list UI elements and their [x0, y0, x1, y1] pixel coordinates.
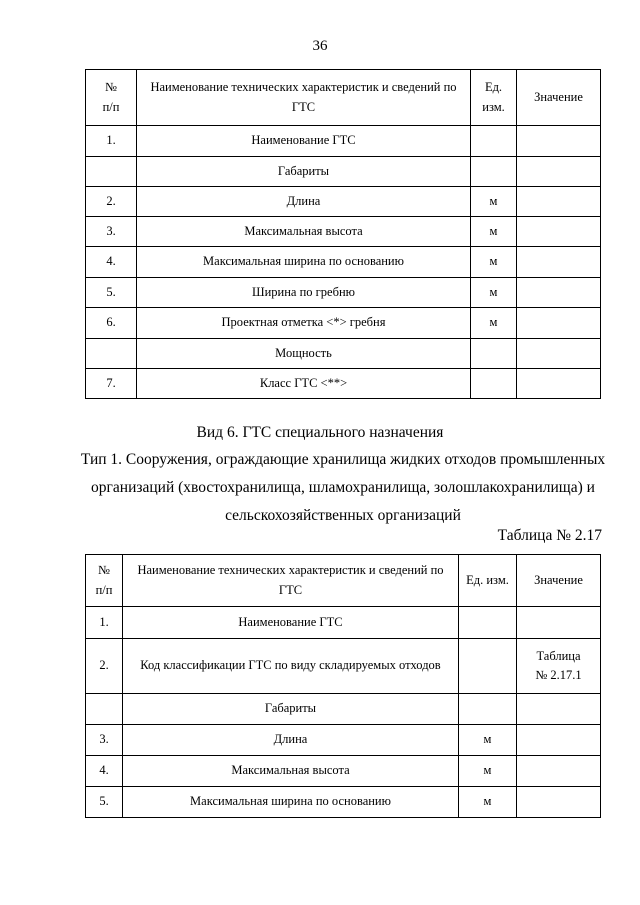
table-row: [86, 725, 601, 756]
header-unit: Ед. изм.: [459, 555, 517, 607]
header-unit: Ед. изм.: [471, 70, 517, 126]
cell-num: 3.: [86, 217, 137, 247]
table-row: [86, 339, 601, 369]
cell-num: 2.: [86, 187, 137, 217]
cell-num: 4.: [86, 756, 123, 787]
cell-value: [517, 756, 601, 787]
cell-num: 3.: [86, 725, 123, 756]
cell-num: 1.: [86, 126, 137, 157]
cell-unit: м: [459, 787, 517, 818]
cell-value: [517, 217, 601, 247]
header-value: Значение: [517, 555, 601, 607]
header-name: Наименование технических характеристик и сведений по ГТС: [137, 70, 471, 126]
cell-value: [517, 157, 601, 187]
cell-unit: [471, 157, 517, 187]
cell-num: 4.: [86, 247, 137, 278]
section-title: Вид 6. ГТС специального назначения: [196, 424, 444, 441]
cell-num: 2.: [86, 639, 123, 694]
cell-name: Ширина по гребню: [137, 278, 471, 308]
cell-name: Максимальная высота: [123, 756, 459, 787]
characteristics-table-1: [85, 69, 601, 399]
cell-value: Таблица № 2.17.1: [517, 639, 601, 694]
cell-unit: м: [471, 187, 517, 217]
cell-name: Габариты: [137, 157, 471, 187]
characteristics-table-2: [85, 554, 601, 818]
cell-unit: [471, 126, 517, 157]
cell-value: [517, 787, 601, 818]
cell-name: Класс ГТС <**>: [137, 369, 471, 399]
table-row: [86, 217, 601, 247]
type-heading: Тип 1. Сооружения, ограждающие хранилища жидких отходов промышленных организаций (хвостохранилища, шламохранилища, золошлакохранилища) и сельскохозяйственных организаций: [80, 451, 606, 524]
cell-value: [517, 126, 601, 157]
cell-unit: [459, 639, 517, 694]
header-num: № п/п: [86, 70, 137, 126]
cell-unit: [471, 369, 517, 399]
cell-value: [517, 369, 601, 399]
cell-num: [86, 157, 137, 187]
cell-value: [517, 339, 601, 369]
header-name: Наименование технических характеристик и сведений по ГТС: [123, 555, 459, 607]
table-row: [86, 308, 601, 339]
table-header-row: [86, 555, 601, 607]
cell-num: 1.: [86, 607, 123, 639]
cell-num: 5.: [86, 278, 137, 308]
cell-name: Максимальная ширина по основанию: [123, 787, 459, 818]
cell-unit: [459, 694, 517, 725]
cell-num: 6.: [86, 308, 137, 339]
cell-value: [517, 278, 601, 308]
cell-unit: м: [471, 247, 517, 278]
cell-value: [517, 308, 601, 339]
table-row: [86, 787, 601, 818]
cell-value: [517, 694, 601, 725]
cell-name: Мощность: [137, 339, 471, 369]
cell-num: 7.: [86, 369, 137, 399]
cell-name: Максимальная ширина по основанию: [137, 247, 471, 278]
cell-value: [517, 607, 601, 639]
cell-num: 5.: [86, 787, 123, 818]
table-row: [86, 639, 601, 694]
cell-unit: м: [471, 308, 517, 339]
cell-name: Проектная отметка <*> гребня: [137, 308, 471, 339]
cell-num: [86, 694, 123, 725]
cell-unit: [471, 339, 517, 369]
table-row: [86, 369, 601, 399]
table-row: [86, 157, 601, 187]
cell-name: Наименование ГТС: [123, 607, 459, 639]
cell-value: [517, 725, 601, 756]
cell-value: [517, 187, 601, 217]
cell-unit: м: [471, 217, 517, 247]
cell-name: Код классификации ГТС по виду складируемых отходов: [123, 639, 459, 694]
cell-name: Габариты: [123, 694, 459, 725]
cell-name: Максимальная высота: [137, 217, 471, 247]
cell-name: Длина: [137, 187, 471, 217]
table-row: [86, 607, 601, 639]
cell-value: [517, 247, 601, 278]
table-row: [86, 126, 601, 157]
cell-num: [86, 339, 137, 369]
header-num: № п/п: [86, 555, 123, 607]
cell-unit: [459, 607, 517, 639]
table-row: [86, 278, 601, 308]
table-row: [86, 187, 601, 217]
table-row: [86, 756, 601, 787]
header-value: Значение: [517, 70, 601, 126]
cell-unit: м: [471, 278, 517, 308]
cell-unit: м: [459, 756, 517, 787]
page-number: 36: [312, 38, 328, 54]
table-header-row: [86, 70, 601, 126]
table-caption: Таблица № 2.17: [497, 527, 602, 544]
cell-name: Наименование ГТС: [137, 126, 471, 157]
table-row: [86, 694, 601, 725]
cell-name: Длина: [123, 725, 459, 756]
cell-unit: м: [459, 725, 517, 756]
table-row: [86, 247, 601, 278]
